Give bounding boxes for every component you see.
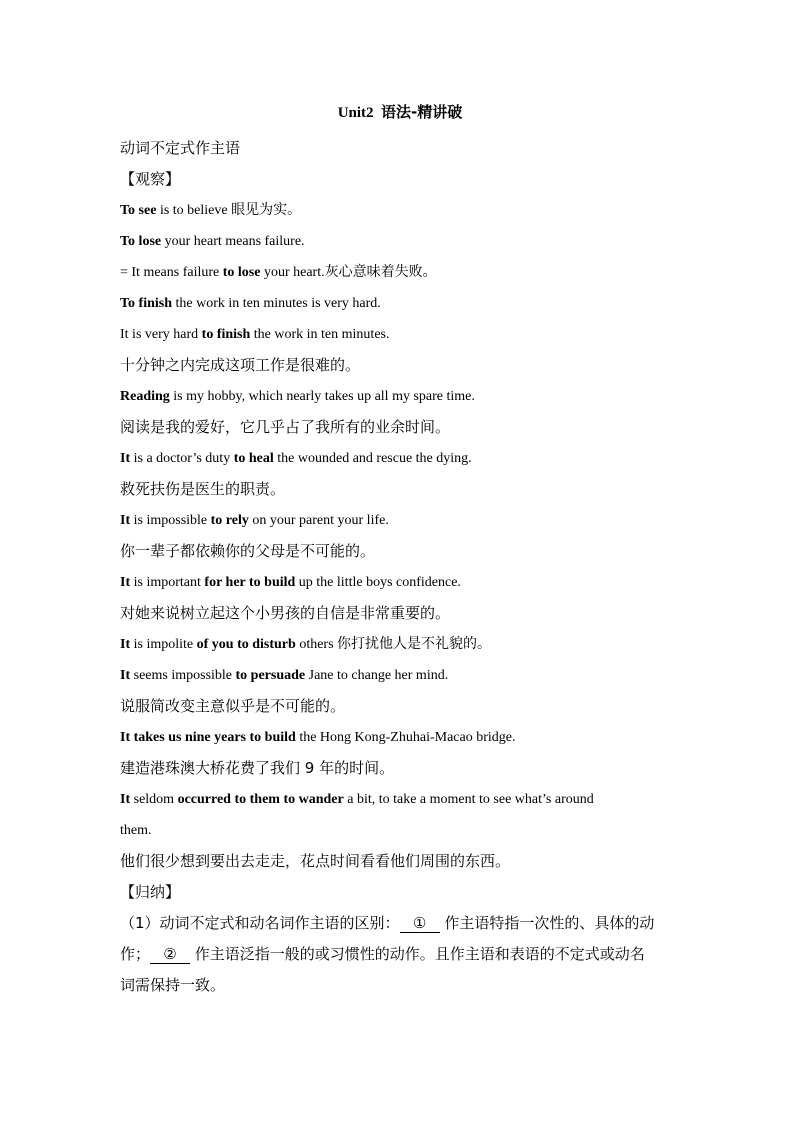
example-sentence: It takes us nine years to build the Hong Kong-Zhuhai-Macao bridge.	[120, 730, 516, 745]
summary-label: 【归纳】	[120, 883, 181, 901]
example-sentence: To lose your heart means failure.	[120, 234, 305, 249]
example-sentence: Reading is my hobby, which nearly takes up all my spare time.	[120, 389, 475, 404]
example-sentence: It seldom occurred to them to wander a bit, to take a moment to see what’s around	[120, 792, 594, 807]
translation: 阅读是我的爱好，它几乎占了我所有的业余时间。	[120, 418, 451, 436]
translation: 他们很少想到要出去走走，花点时间看看他们周围的东西。	[120, 852, 511, 870]
example-sentence: It is impossible to rely on your parent your life.	[120, 513, 389, 528]
example-sentence: To finish the work in ten minutes is very hard.	[120, 296, 381, 311]
translation: 对她来说树立起这个小男孩的自信是非常重要的。	[120, 604, 451, 622]
translation: 说服简改变主意似乎是不可能的。	[120, 697, 346, 715]
answer-blank[interactable]: ①	[400, 914, 440, 933]
example-sentence: It is a doctor’s duty to heal the wounded and rescue the dying.	[120, 451, 472, 466]
translation: 救死扶伤是医生的职责。	[120, 480, 286, 498]
example-sentence: To see is to believe 眼见为实。	[120, 203, 302, 218]
translation: 建造港珠澳大桥花费了我们 9 年的时间。	[120, 759, 395, 777]
translation: 你一辈子都依赖你的父母是不可能的。	[120, 542, 376, 560]
answer-blank[interactable]: ②	[150, 945, 190, 964]
example-sentence: It is very hard to finish the work in ten minutes.	[120, 327, 390, 342]
section-heading: 动词不定式作主语	[120, 139, 241, 157]
summary-paragraph: （1）动词不定式和动名词作主语的区别： ① 作主语特指一次性的、具体的动 作； ② 作主语泛指一般的或习惯性的动作。且作主语和表语的不定式或动名 词需保持一致。	[120, 914, 655, 994]
example-sentence: = It means failure to lose your heart.灰心意味着失败。	[120, 265, 437, 280]
page-title: Unit2 语法-精讲破	[337, 103, 463, 121]
example-sentence-cont: them.	[120, 823, 152, 838]
observe-label: 【观察】	[120, 170, 181, 188]
example-sentence: It is impolite of you to disturb others 你打扰他人是不礼貌的。	[120, 637, 492, 652]
example-sentence: It seems impossible to persuade Jane to change her mind.	[120, 668, 449, 683]
document-page	[120, 100, 680, 1001]
translation: 十分钟之内完成这项工作是很难的。	[120, 356, 361, 374]
example-sentence: It is important for her to build up the little boys confidence.	[120, 575, 461, 590]
